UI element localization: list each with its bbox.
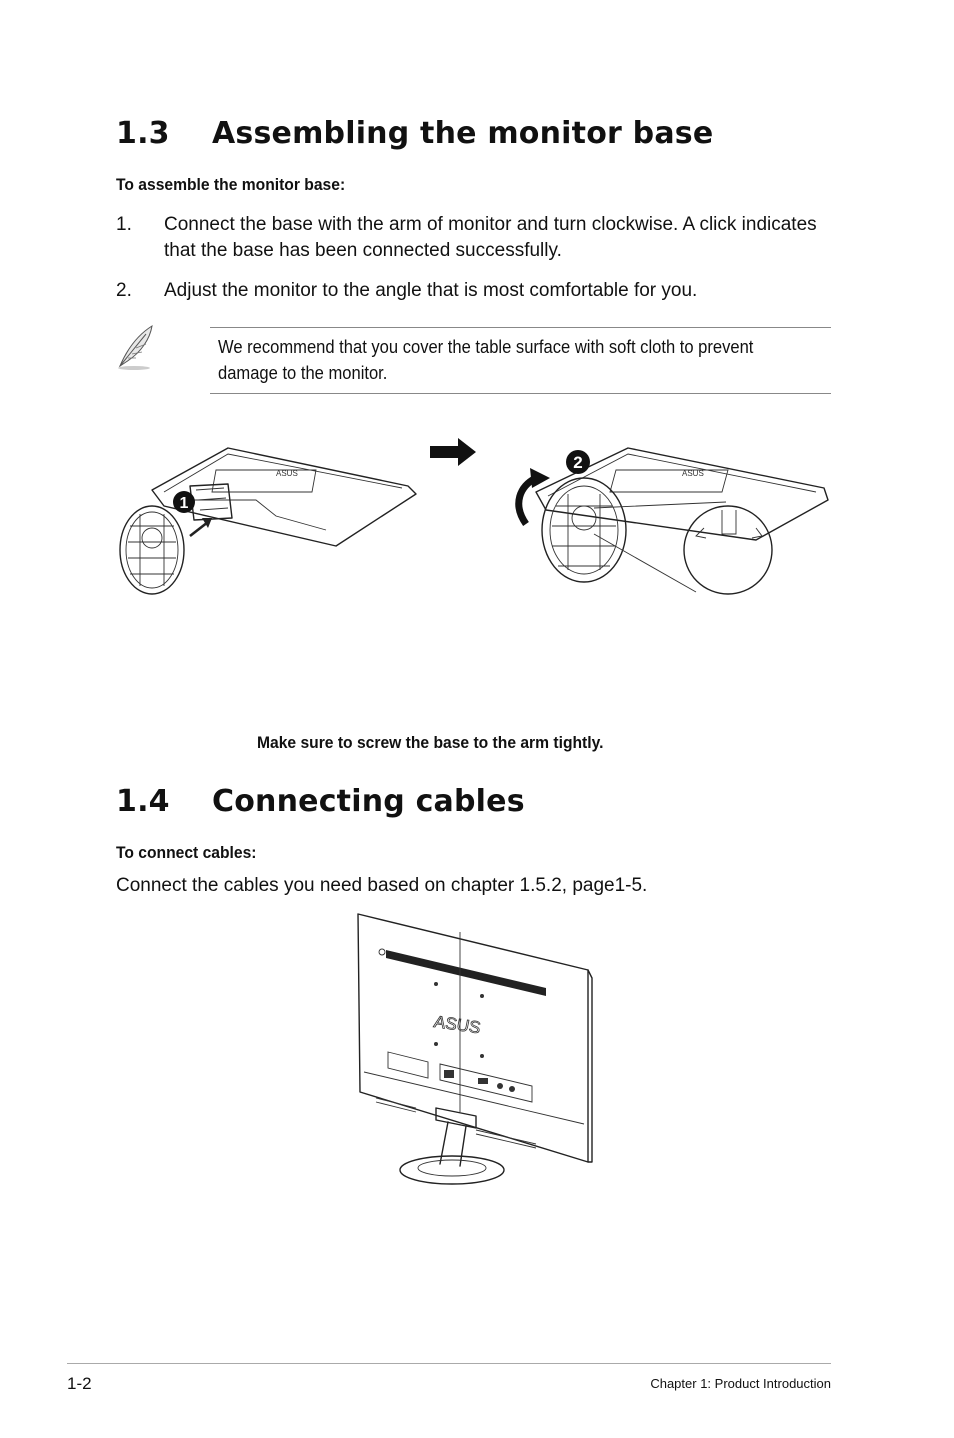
subheading-connect: To connect cables: <box>116 843 257 862</box>
callout-2-label: 2 <box>573 453 583 472</box>
section-title: Connecting cables <box>212 784 525 819</box>
step-1-number: 1. <box>116 214 132 235</box>
subheading-assemble: To assemble the monitor base: <box>116 175 346 194</box>
note-bottom-rule <box>210 393 831 394</box>
figure-caption: Make sure to screw the base to the arm tightly. <box>257 733 604 752</box>
note-text: We recommend that you cover the table surface with soft cloth to prevent damage to the monitor. <box>218 337 754 383</box>
arrow-right-icon <box>430 438 476 466</box>
asus-logo-small-2: ASUS <box>682 469 704 478</box>
footer-rule <box>67 1363 831 1364</box>
section-heading-1-4 <box>116 784 816 824</box>
note-top-rule <box>210 327 831 328</box>
assembly-illustration <box>116 430 836 630</box>
page-number: 1-2 <box>67 1374 92 1393</box>
section-title: Assembling the monitor base <box>212 116 714 151</box>
chapter-label: Chapter 1: Product Introduction <box>650 1376 831 1391</box>
asus-logo-small: ASUS <box>276 469 298 478</box>
section-heading-1-3 <box>116 116 816 156</box>
asus-logo: ASUS <box>434 1012 481 1038</box>
step-1-text: Connect the base with the arm of monitor and turn clockwise. A click indicates that the base has been connected successfully. <box>164 214 817 261</box>
feather-icon <box>112 322 162 372</box>
connect-text: Connect the cables you need based on chapter 1.5.2, page1-5. <box>116 875 648 896</box>
step-2-number: 2. <box>116 280 132 301</box>
monitor-rear-illustration <box>356 912 596 1192</box>
section-number: 1.4 <box>116 784 170 819</box>
step-2-text: Adjust the monitor to the angle that is most comfortable for you. <box>164 280 698 301</box>
section-number: 1.3 <box>116 116 170 151</box>
callout-1-label: 1 <box>179 495 189 512</box>
